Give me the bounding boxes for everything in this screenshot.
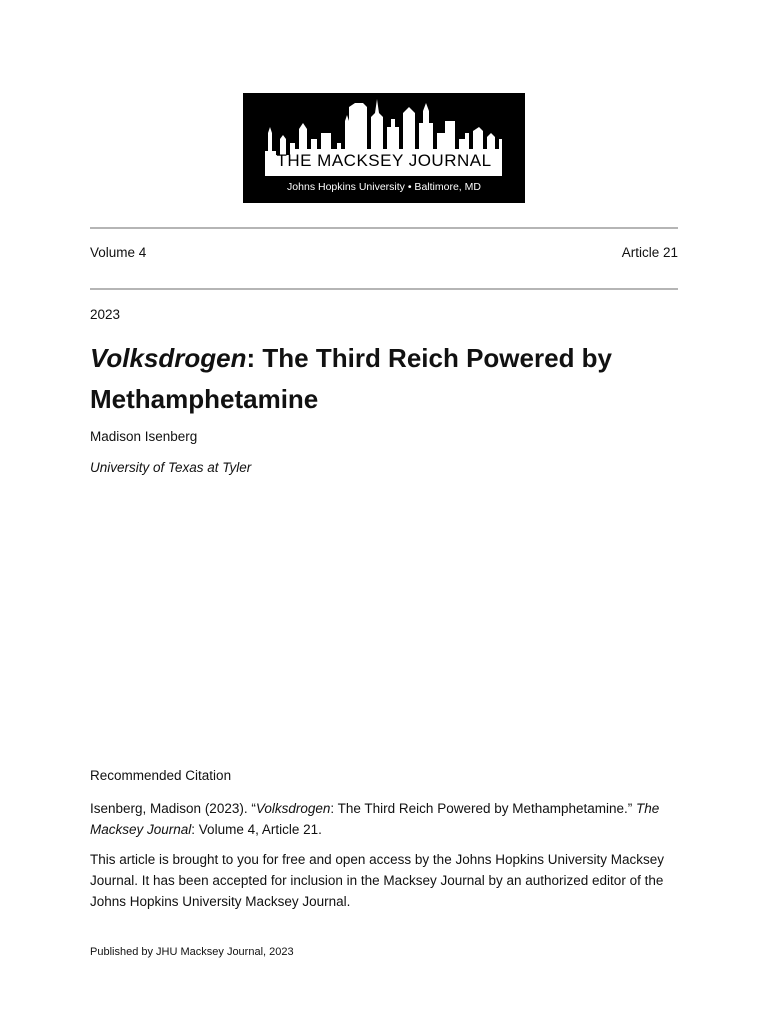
article-title (90, 338, 690, 420)
citation-text (90, 798, 680, 840)
publication-year: 2023 (90, 307, 121, 322)
publisher-footer: Published by JHU Macksey Journal, 2023 (90, 946, 294, 958)
citation-heading: Recommended Citation (90, 768, 232, 783)
bottom-divider (90, 288, 678, 290)
logo-title: THE MACKSEY JOURNAL (276, 151, 492, 170)
author-name: Madison Isenberg (90, 429, 198, 444)
citation-part-2: : The Third Reich Powered by Methamphetamine.” (330, 801, 637, 816)
author-affiliation: University of Texas at Tyler (90, 460, 252, 475)
article-title-rest: : The Third Reich Powered by Methamphetamine (90, 343, 613, 414)
citation-part-1: Isenberg, Madison (2023). “ (90, 801, 256, 816)
open-access-notice: This article is brought to you for free and open access by the Johns Hopkins University Macksey Journal. It has been accepted for inclusion in the Macksey Journal by an authorized editor of the Johns Hopkins University Macksey Journal. (90, 852, 665, 909)
journal-logo (243, 93, 525, 203)
logo-subtitle: Johns Hopkins University • Baltimore, MD (287, 181, 481, 193)
citation-italic-title: Volksdrogen (255, 801, 331, 816)
volume-label: Volume 4 (90, 245, 147, 260)
citation-part-3: : Volume 4, Article 21. (191, 822, 322, 837)
article-number: Article 21 (621, 245, 678, 260)
citation-journal-name: The Macksey Journal (90, 801, 660, 837)
top-divider (90, 227, 678, 229)
article-title-italic: Volksdrogen (90, 343, 247, 373)
